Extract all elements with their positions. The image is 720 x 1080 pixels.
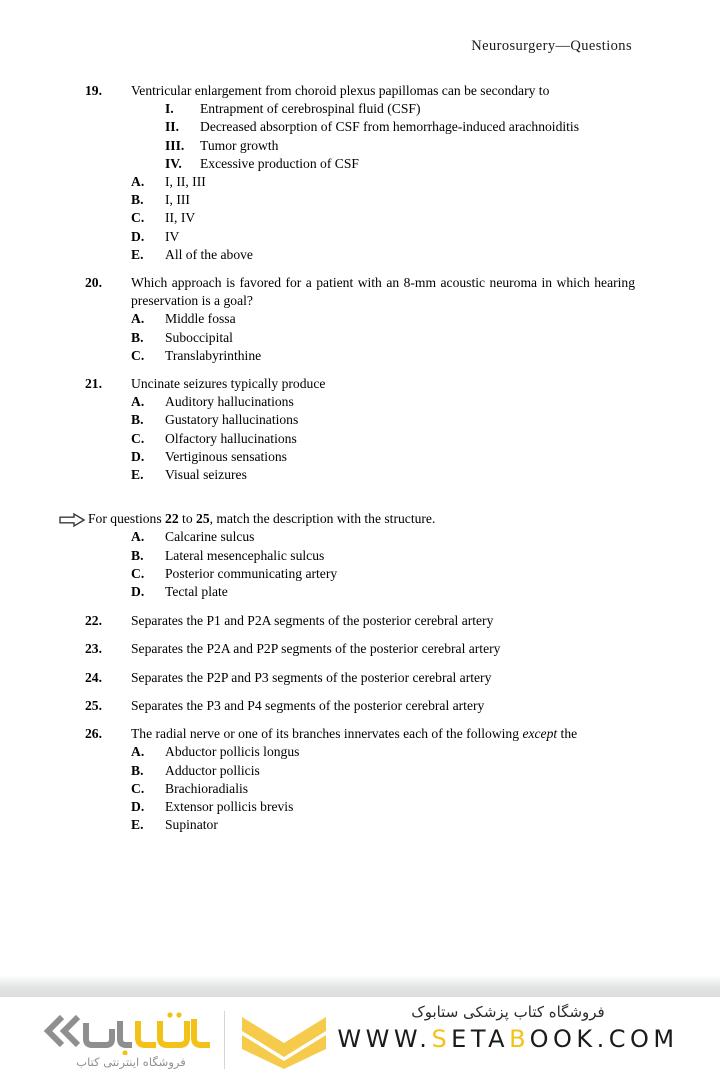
option-text: Olfactory hallucinations <box>165 430 297 446</box>
option-text: Abductor pollicis longus <box>165 744 300 760</box>
option-label: B. <box>131 762 144 778</box>
option-label: A. <box>131 311 145 327</box>
list-item[interactable] <box>0 448 720 466</box>
option-label: E. <box>131 467 144 483</box>
option-text: I, II, III <box>165 174 206 190</box>
option-label: B. <box>131 192 144 208</box>
url-part: S <box>431 1025 452 1053</box>
list-item[interactable] <box>0 118 720 136</box>
option-text: Decreased absorption of CSF from hemorrhage-induced arachnoiditis <box>200 119 579 135</box>
matching-instruction-text <box>88 510 635 528</box>
list-item[interactable] <box>0 310 720 328</box>
answer-option-list <box>0 173 720 264</box>
question-block <box>0 669 720 687</box>
option-label: E. <box>131 817 144 833</box>
question-block <box>0 697 720 715</box>
spacer <box>0 484 720 510</box>
question-text-after: the <box>557 726 578 742</box>
question-block <box>0 725 720 743</box>
option-label: D. <box>131 228 145 244</box>
option-text: Vertiginous sensations <box>165 448 287 464</box>
option-label: C. <box>131 780 145 796</box>
option-text: Entrapment of cerebrospinal fluid (CSF) <box>200 101 421 117</box>
answer-option-list <box>0 310 720 365</box>
option-text: Brachioradialis <box>165 780 249 796</box>
instruction-post: , match the description with the structure. <box>209 511 436 527</box>
question-block <box>0 375 720 393</box>
option-text: Posterior communicating artery <box>165 565 338 581</box>
question-text: Ventricular enlargement from choroid plexus papillomas can be secondary to <box>131 83 550 98</box>
spacer <box>0 630 720 640</box>
brand-divider <box>224 1011 225 1069</box>
list-item[interactable] <box>0 743 720 761</box>
option-text: All of the above <box>165 246 253 262</box>
list-item[interactable] <box>0 565 720 583</box>
option-text: Excessive production of CSF <box>200 155 359 171</box>
option-text: II, IV <box>165 210 196 226</box>
question-number: 20. <box>85 275 102 291</box>
spacer <box>0 264 720 274</box>
question-number: 19. <box>85 83 102 98</box>
right-arrow-outline-icon <box>59 513 85 527</box>
list-item[interactable] <box>0 137 720 155</box>
option-label: IV. <box>165 155 182 171</box>
list-item[interactable] <box>0 430 720 448</box>
option-text: Adductor pollicis <box>165 762 260 778</box>
question-number: 25. <box>85 697 102 713</box>
option-label: B. <box>131 412 144 428</box>
instruction-mid: to <box>178 511 197 527</box>
roman-option-list <box>0 100 720 173</box>
footer-brand-text <box>318 1003 698 1053</box>
list-item[interactable] <box>0 466 720 484</box>
option-text: I, III <box>165 192 190 208</box>
option-text: Tumor growth <box>200 137 279 153</box>
option-label: B. <box>131 547 144 563</box>
option-text: Tectal plate <box>165 584 228 600</box>
list-item[interactable] <box>0 246 720 264</box>
option-label: II. <box>165 119 179 135</box>
footer-website-url[interactable] <box>318 1025 698 1053</box>
list-item[interactable] <box>0 393 720 411</box>
list-item[interactable] <box>0 528 720 546</box>
option-label: C. <box>131 565 145 581</box>
list-item[interactable] <box>0 155 720 173</box>
list-item[interactable] <box>0 547 720 565</box>
list-item[interactable] <box>0 100 720 118</box>
option-text: IV <box>165 228 180 244</box>
option-text: Gustatory hallucinations <box>165 412 299 428</box>
footer-persian-tagline: فروشگاه کتاب پزشکی ستابوک <box>411 1003 605 1021</box>
option-label: III. <box>165 137 185 153</box>
option-label: B. <box>131 329 144 345</box>
url-part: OOK.COM <box>529 1025 679 1053</box>
brand-subtitle: فروشگاه اینترنتی کتاب <box>76 1055 186 1069</box>
question-block <box>0 274 720 310</box>
list-item[interactable] <box>0 228 720 246</box>
site-footer <box>0 997 720 1080</box>
option-text: Lateral mesencephalic sulcus <box>165 547 325 563</box>
question-text: Separates the P1 and P2A segments of the posterior cerebral artery <box>131 613 494 629</box>
question-number: 26. <box>85 726 102 742</box>
question-number: 22. <box>85 613 102 629</box>
spacer <box>0 365 720 375</box>
question-text: Separates the P3 and P4 segments of the posterior cerebral artery <box>131 697 485 713</box>
option-label: A. <box>131 394 145 410</box>
option-text: Middle fossa <box>165 311 236 327</box>
running-head: Neurosurgery—Questions <box>471 38 632 54</box>
option-text: Calcarine sulcus <box>165 529 255 545</box>
list-item[interactable] <box>0 173 720 191</box>
option-label: I. <box>165 101 174 117</box>
list-item[interactable] <box>0 347 720 365</box>
question-text <box>131 725 635 743</box>
option-label: A. <box>131 744 145 760</box>
list-item[interactable] <box>0 798 720 816</box>
option-label: D. <box>131 798 145 814</box>
option-label: C. <box>131 430 145 446</box>
question-block <box>0 612 720 630</box>
question-number: 24. <box>85 669 102 685</box>
option-label: D. <box>131 584 145 600</box>
setabook-wordmark-icon <box>28 1007 218 1055</box>
spacer <box>0 659 720 669</box>
question-text-italic: except <box>522 726 558 742</box>
option-label: C. <box>131 210 145 226</box>
question-text: Which approach is favored for a patient with an 8-mm acoustic neuroma in which hearing preservation is a goal? <box>131 275 635 309</box>
list-item[interactable] <box>0 411 720 429</box>
spacer <box>0 687 720 697</box>
option-text: Translabyrinthine <box>165 347 262 363</box>
option-label: E. <box>131 246 144 262</box>
list-item[interactable] <box>0 191 720 209</box>
matching-instruction <box>0 510 720 528</box>
question-text: Separates the P2P and P3 segments of the posterior cerebral artery <box>131 669 492 685</box>
instruction-range-start: 22 <box>165 511 179 527</box>
option-label: C. <box>131 347 145 363</box>
question-text: Separates the P2A and P2P segments of the posterior cerebral artery <box>131 641 501 657</box>
page-content <box>0 82 720 834</box>
option-label: D. <box>131 448 145 464</box>
list-item[interactable] <box>0 583 720 601</box>
url-part: B <box>509 1025 530 1053</box>
url-part: ETA <box>451 1025 510 1053</box>
list-item[interactable] <box>0 762 720 780</box>
instruction-range-end: 25 <box>196 511 210 527</box>
brand-logo[interactable] <box>28 1005 328 1077</box>
option-text: Supinator <box>165 817 218 833</box>
question-block <box>0 640 720 658</box>
spacer <box>0 601 720 612</box>
answer-option-list <box>0 743 720 834</box>
list-item[interactable] <box>0 816 720 834</box>
option-text: Extensor pollicis brevis <box>165 798 294 814</box>
question-text: Uncinate seizures typically produce <box>131 376 326 392</box>
footer-divider-band <box>0 975 720 997</box>
option-text: Visual seizures <box>165 467 247 483</box>
question-number: 23. <box>85 641 102 657</box>
answer-option-list <box>0 393 720 484</box>
instruction-pre: For questions <box>88 511 166 527</box>
url-part: WWW. <box>337 1025 432 1053</box>
list-item[interactable] <box>0 329 720 347</box>
question-text-before: The radial nerve or one of its branches innervates each of the following <box>131 726 523 742</box>
option-label: A. <box>131 174 145 190</box>
list-item[interactable] <box>0 209 720 227</box>
spacer <box>0 715 720 725</box>
list-item[interactable] <box>0 780 720 798</box>
question-block <box>0 82 720 100</box>
question-number: 21. <box>85 376 102 392</box>
option-text: Auditory hallucinations <box>165 394 294 410</box>
matching-option-list <box>0 528 720 601</box>
option-label: A. <box>131 529 145 545</box>
option-text: Suboccipital <box>165 329 233 345</box>
